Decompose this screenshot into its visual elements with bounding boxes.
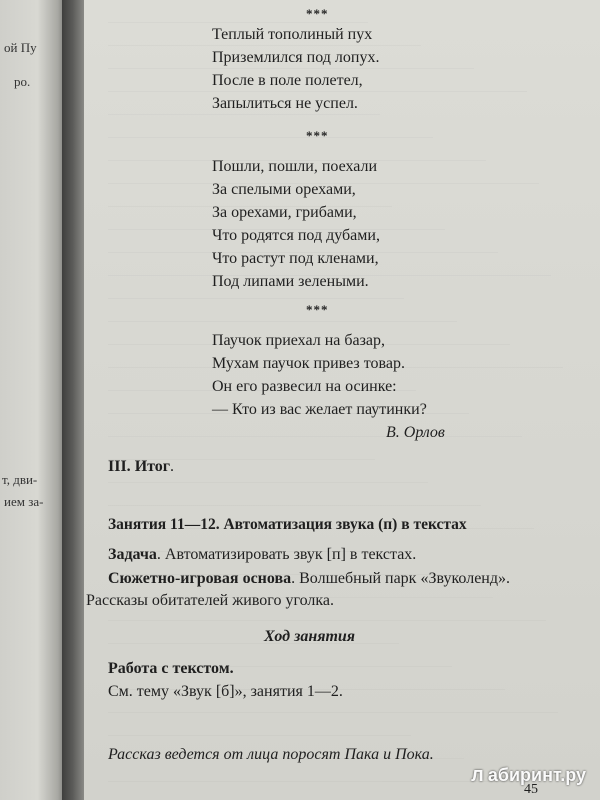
poem-line: Что растут под кленами, [212,250,379,267]
bleed-through-line [108,713,411,736]
poem-line: Что родятся под дубами, [212,227,380,244]
basis-text-continued: Рассказы обитателей живого уголка. [86,592,335,609]
poem-line: — Кто из вас желает паутинки? [212,401,427,418]
task-text: . Автоматизировать звук [п] в текстах. [156,546,417,563]
poem-line: Мухам паучок привез товар. [212,355,405,372]
story-note: Рассказ ведется от лица поросят Пака и Пока. [108,746,434,763]
poem-line: После в поле полетел, [212,72,363,89]
work-label: Работа с текстом. [108,660,234,677]
bleed-through-line [108,299,457,322]
poem-line: Теплый тополиный пух [212,26,373,43]
bleed-through-line [108,621,399,644]
section-heading [108,458,174,476]
left-page-fragment: ой Пу [4,40,37,55]
poem-line: Под липами зелеными. [212,273,369,290]
poem-author: В. Орлов [386,424,445,441]
basis-label: Сюжетно-игровая основа [108,570,292,587]
stars-separator: *** [306,302,329,317]
poem-line: Паучок приехал на базар, [212,332,386,349]
watermark-logo [471,764,586,787]
poem-line: За спелыми орехами, [212,181,356,198]
page-number: 45 [524,782,538,797]
bleed-through-line [108,0,368,23]
poem-line: Он его развесил на осинке: [212,378,397,395]
left-page [0,0,68,800]
stars-separator: *** [306,128,329,143]
watermark-text: абиринт.ру [487,765,586,785]
section-period: . [170,458,175,475]
left-page-fragment: ием за- [4,494,44,509]
poem-line: За орехами, грибами, [212,204,357,221]
task-label: Задача [108,546,157,563]
poem-line: Запылиться не успел. [212,95,358,112]
bleed-through-line [108,782,370,800]
work-text: См. тему «Звук [б]», занятия 1—2. [108,683,343,700]
poem-line: Пошли, пошли, поехали [212,158,378,175]
lesson-title: Занятия 11—12. Автоматизация звука (п) в текстах [108,516,467,533]
bleed-through-line [108,437,375,460]
bleed-through-line [108,483,481,506]
poem-line: Приземлился под лопух. [212,49,380,66]
stars-separator: *** [306,6,329,21]
bleed-through-texture [108,0,600,800]
task-paragraph [108,546,416,564]
bleed-through-line [108,115,433,138]
left-page-fragment: ро. [14,74,31,89]
section-label: Итог [134,458,171,475]
basis-paragraph [108,570,510,588]
labyrinth-logo-icon: л [471,764,484,786]
book-page [84,0,600,800]
left-page-fragment: т, дви- [2,472,38,487]
section-number: III. [108,458,131,475]
basis-text: . Волшебный парк «Звуколенд». [291,570,511,587]
course-title: Ход занятия [264,628,356,645]
